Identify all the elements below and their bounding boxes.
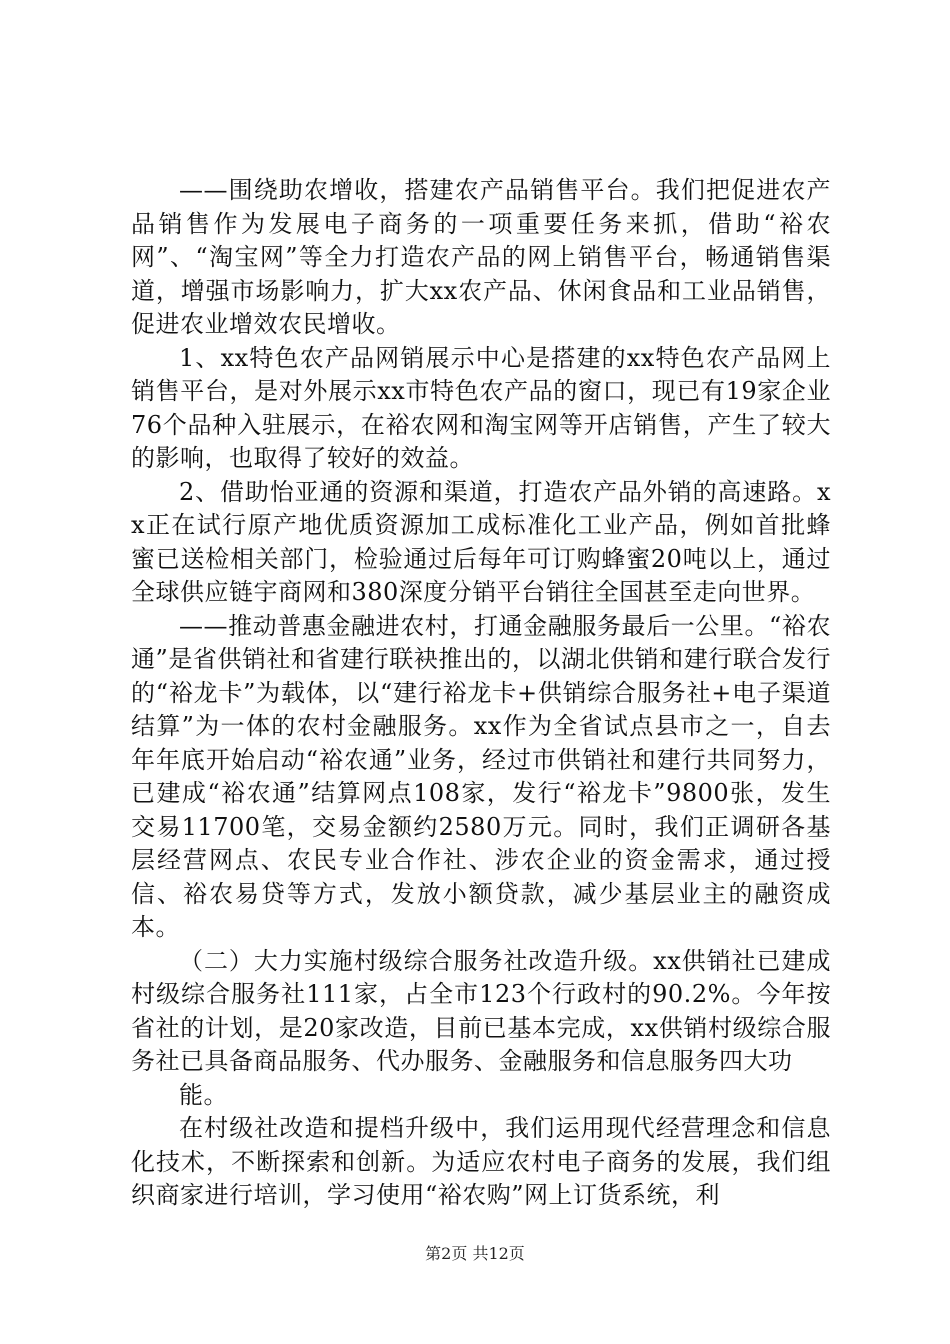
- paragraph-6: 能。: [179, 1080, 228, 1109]
- paragraph-2: 1、xx特色农产品网销展示中心是搭建的xx特色农产品网上销售平台，是对外展示xx市特色农产品的窗口，现已有19家企业76个品种入驻展示，在裕农网和淘宝网等开店销售，产生了较大的影响，也取得了较好的效益。: [131, 343, 831, 472]
- body-text: [131, 174, 831, 1213]
- page-footer: 第2页 共12页: [425, 1244, 525, 1263]
- paragraph-7: 在村级社改造和提档升级中，我们运用现代经营理念和信息化技术，不断探索和创新。为适应农村电子商务的发展，我们组织商家进行培训，学习使用“裕农购”网上订货系统，利: [131, 1114, 831, 1209]
- paragraph-5: （二）大力实施村级综合服务社改造升级。xx供销社已建成村级综合服务社111家，占全市123个行政村的90.2%。今年按省社的计划，是20家改造，目前已基本完成，xx供销村级综合服务社已具备商品服务、代办服务、金融服务和信息服务四大功: [131, 946, 831, 1075]
- paragraph-1: ——围绕助农增收，搭建农产品销售平台。我们把促进农产品销售作为发展电子商务的一项重要任务来抓，借助“裕农网”、“淘宝网”等全力打造农产品的网上销售平台，畅通销售渠道，增强市场影响力，扩大xx农产品、休闲食品和工业品销售，促进农业增效农民增收。: [131, 176, 831, 338]
- paragraph-4: ——推动普惠金融进农村，打通金融服务最后一公里。“裕农通”是省供销社和省建行联袂推出的，以湖北供销和建行联合发行的“裕龙卡”为载体，以“建行裕龙卡+供销综合服务社+电子渠道结算”为一体的农村金融服务。xx作为全省试点县市之一，自去年年底开始启动“裕农通”业务，经过市供销社和建行共同努力，已建成“裕农通”结算网点108家，发行“裕龙卡”9800张，发生交易11700笔，交易金额约2580万元。同时，我们正调研各基层经营网点、农民专业合作社、涉农企业的资金需求，通过授信、裕农易贷等方式，发放小额贷款，减少基层业主的融资成本。: [131, 611, 831, 941]
- paragraph-3: 2、借助怡亚通的资源和渠道，打造农产品外销的高速路。xx正在试行原产地优质资源加工成标准化工业产品，例如首批蜂蜜已送检相关部门，检验通过后每年可订购蜂蜜20吨以上，通过全球供应链宇商网和380深度分销平台销往全国甚至走向世界。: [131, 477, 831, 606]
